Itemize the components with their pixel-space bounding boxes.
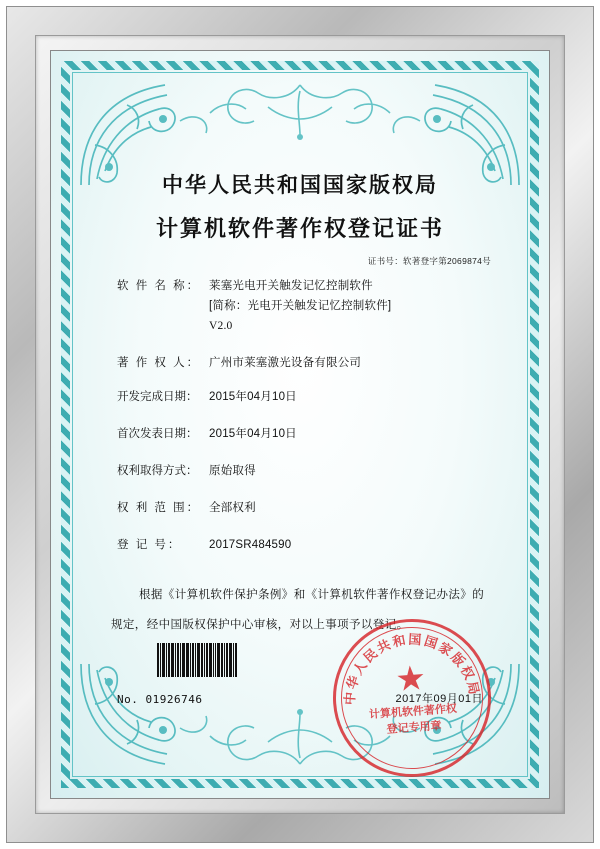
seal-star-icon: ★ xyxy=(394,659,428,700)
certificate-outer-frame xyxy=(6,6,594,843)
issuer-title: 中华人民共和国国家版权局 xyxy=(162,172,438,197)
field-value-line1: 莱塞光电开关触发记忆控制软件 xyxy=(209,280,373,292)
certificate-number-label: 证书号： xyxy=(367,256,403,266)
seal-bottom-line2: 登记专用章 xyxy=(386,719,442,736)
field-value-line3: V2.0 xyxy=(209,320,233,332)
field-value: 广州市莱塞激光设备有限公司 xyxy=(209,357,362,369)
svg-text:中华人民共和国国家版权局: 中华人民共和国国家版权局 xyxy=(342,632,482,706)
field-software-name xyxy=(117,277,497,335)
issue-date: 2017年09月01日 xyxy=(395,693,483,705)
certificate-number-value: 软著登字第2069874号 xyxy=(403,256,491,266)
document-number-label: No. xyxy=(117,693,139,706)
certificate-number xyxy=(103,255,497,267)
field-rights-scope xyxy=(117,499,497,517)
page-title: 计算机软件著作权登记证书 xyxy=(155,216,444,242)
legal-statement-line1: 根据《计算机软件保护条例》和《计算机软件著作权登记办法》的 xyxy=(139,589,485,601)
document-number xyxy=(117,693,202,706)
barcode xyxy=(157,643,243,677)
field-label: 权利取得方式： xyxy=(117,465,198,477)
seal-bottom-line1: 计算机软件著作权 xyxy=(368,701,458,722)
field-value: 原始取得 xyxy=(209,465,256,477)
certificate-middle-frame xyxy=(35,35,565,814)
field-registration-number xyxy=(117,536,497,554)
field-label: 首次发表日期： xyxy=(117,428,198,440)
field-label: 登 记 号： xyxy=(117,539,182,551)
field-label: 开发完成日期： xyxy=(117,391,198,403)
certificate-fields xyxy=(103,277,497,554)
field-value-line2: [简称：光电开关触发记忆控制软件] xyxy=(209,300,392,312)
document-number-value: 01926746 xyxy=(145,693,203,706)
legal-statement-line2: 规定，经中国版权保护中心审核，对以上事项予以登记。 xyxy=(111,619,409,631)
field-value: 2017SR484590 xyxy=(209,539,292,551)
certificate-inner-frame xyxy=(50,50,550,799)
field-label: 权 利 范 围： xyxy=(117,502,201,514)
field-acquisition-method xyxy=(117,462,497,480)
field-value: 全部权利 xyxy=(209,502,256,514)
field-copyright-owner xyxy=(117,354,497,372)
field-label: 软 件 名 称： xyxy=(117,280,201,292)
field-development-date xyxy=(117,388,497,406)
field-value xyxy=(209,277,497,335)
certificate-paper xyxy=(51,51,549,798)
field-label: 著 作 权 人： xyxy=(117,357,201,369)
certificate-footer xyxy=(117,690,483,706)
field-value: 2015年04月10日 xyxy=(209,391,297,403)
field-value: 2015年04月10日 xyxy=(209,428,297,440)
field-first-publish-date xyxy=(117,425,497,443)
certificate-content xyxy=(103,147,497,640)
